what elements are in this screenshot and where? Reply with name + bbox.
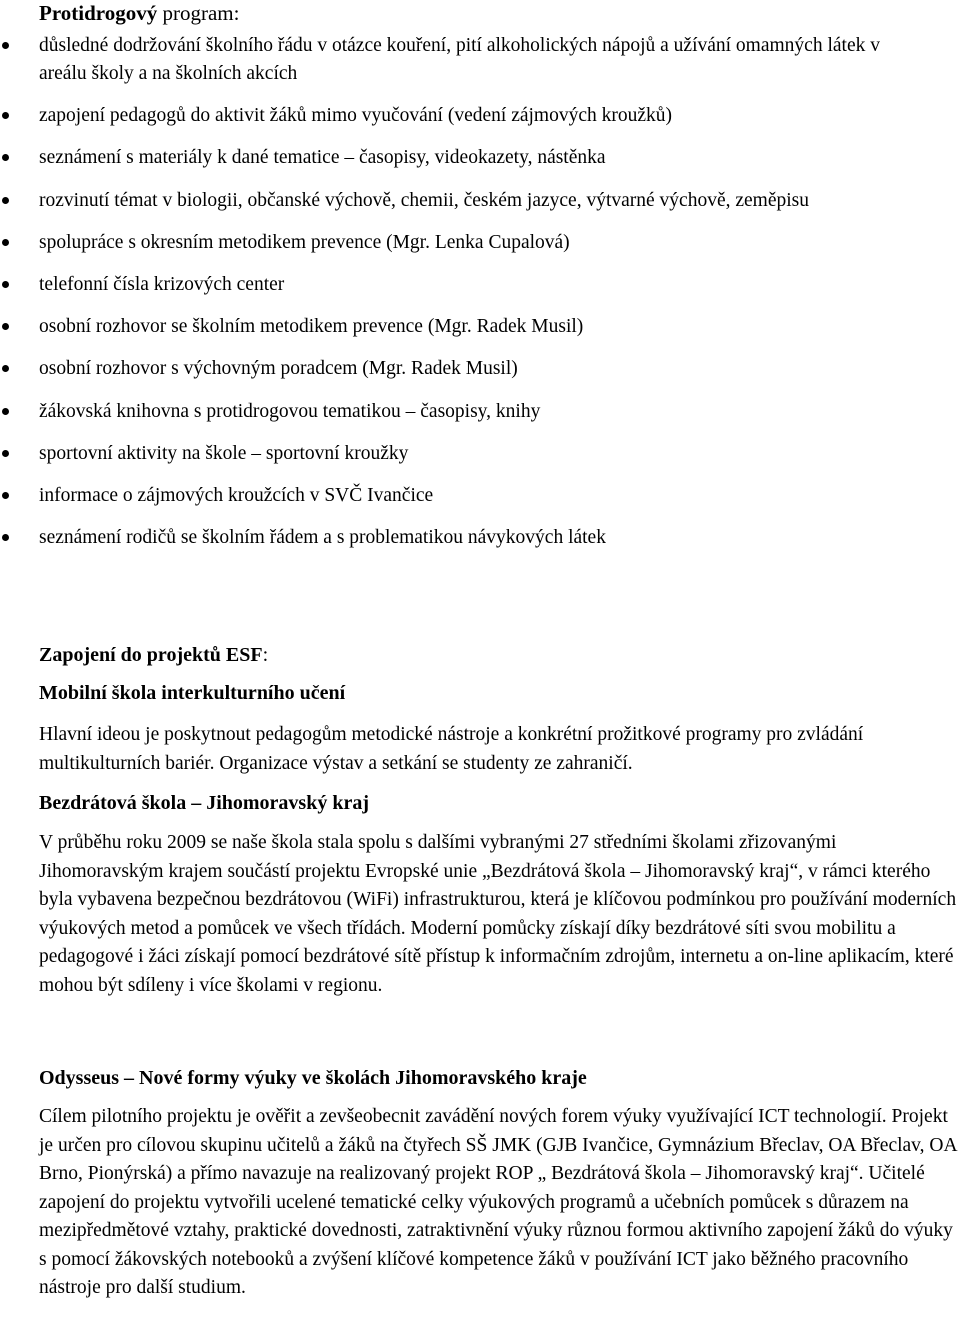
heading-bold: Protidrogový xyxy=(39,1,158,25)
bullet-icon xyxy=(2,197,9,204)
list-item: rozvinutí témat v biologii, občanské výchově, chemii, českém jazyce, výtvarné výchově, zeměpisu xyxy=(0,187,929,215)
bullet-icon xyxy=(2,492,9,499)
list-item: důsledné dodržování školního řádu v otázce kouření, pití alkoholických nápojů a užívání omamných látek v areálu školy a na školních akcích xyxy=(0,32,929,88)
esf-section-title xyxy=(39,641,268,669)
list-item: sportovní aktivity na škole – sportovní kroužky xyxy=(0,440,929,468)
esf-title-bold: Zapojení do projektů ESF xyxy=(39,644,263,666)
list-item: telefonní čísla krizových center xyxy=(0,271,929,299)
bezdratova-skola-title: Bezdrátová škola – Jihomoravský kraj xyxy=(39,792,369,814)
list-item: žákovská knihovna s protidrogovou tematikou – časopisy, knihy xyxy=(0,398,929,426)
bullet-icon xyxy=(2,239,9,246)
bezdratova-skola-text: V průběhu roku 2009 se naše škola stala spolu s dalšími vybranými 27 středními školami zřizovanými Jihomoravským krajem součástí projektu Evropské unie „Bezdrátová škola – Jihomoravský kraj“, v rámci kterého byla vybavena bezpečnou bezdrátovou (WiFi) infrastrukturou, která je klíčovou podmínkou pro používání moderních výukových metod a pomůcek ve všech třídách. Moderní pomůcky získají díky bezdrátové síti svou mobilitu a pedagogové i žáci získají pomocí bezdrátové sítě přístup k informačním zdrojům, internetu a on-line aplikacím, které mohou být sdíleny i více školami v regionu. xyxy=(39,832,957,996)
list-item: seznámení rodičů se školním řádem a s problematikou návykových látek xyxy=(0,524,929,552)
bullet-icon xyxy=(2,365,9,372)
bullet-icon xyxy=(2,154,9,161)
heading-rest: program: xyxy=(157,1,240,25)
list-item: informace o zájmových kroužcích v SVČ Ivančice xyxy=(0,482,929,510)
bullet-icon xyxy=(2,450,9,457)
list-item: zapojení pedagogů do aktivit žáků mimo vyučování (vedení zájmových kroužků) xyxy=(0,102,929,130)
bullet-icon xyxy=(2,323,9,330)
esf-title-colon: : xyxy=(262,644,269,666)
mobilni-skola-title: Mobilní škola interkulturního učení xyxy=(39,682,346,704)
list-item: osobní rozhovor s výchovným poradcem (Mgr. Radek Musil) xyxy=(0,355,929,383)
bullet-icon xyxy=(2,112,9,119)
bullet-icon xyxy=(2,408,9,415)
odysseus-title: Odysseus – Nové formy výuky ve školách Jihomoravského kraje xyxy=(39,1067,587,1089)
list-item: osobní rozhovor se školním metodikem prevence (Mgr. Radek Musil) xyxy=(0,313,929,341)
bullet-icon xyxy=(2,534,9,541)
list-item: seznámení s materiály k dané tematice – časopisy, videokazety, nástěnka xyxy=(0,144,929,172)
prevention-list xyxy=(0,32,960,566)
odysseus-text: Cílem pilotního projektu je ověřit a zevšeobecnit zavádění nových forem výuky využívající ICT technologií. Projekt je určen pro cílovou skupinu učitelů a žáků na čtyřech SŠ JMK (GJB Ivančice, Gymnázium Břeclav, OA Břeclav, OA Brno, Pionýrská) a přímo navazuje na realizovaný projekt ROP „ Bezdrátová škola – Jihomoravský kraj“. Učitelé zapojení do projektu vytvořili ucelené tematické celky výukových programů a učebních pomůcek s důrazem na mezipředmětové vztahy, praktické dovednosti, zatraktivnění výuky různou formou aktivního zapojení žáků do výuky s pomocí žákovských notebooků a zvýšení klíčové kompetence žáků v používání ICT jako běžného pracovního nástroje pro další studium. xyxy=(39,1106,957,1298)
bullet-icon xyxy=(2,42,9,49)
list-item: spolupráce s okresním metodikem prevence (Mgr. Lenka Cupalová) xyxy=(0,229,929,257)
mobilni-skola-text: Hlavní ideou je poskytnout pedagogům metodické nástroje a konkrétní prožitkové programy pro zvládání multikulturních bariér. Organizace výstav a setkání se studenty ze zahraničí. xyxy=(39,724,864,774)
bullet-icon xyxy=(2,281,9,288)
page-heading xyxy=(39,0,239,26)
